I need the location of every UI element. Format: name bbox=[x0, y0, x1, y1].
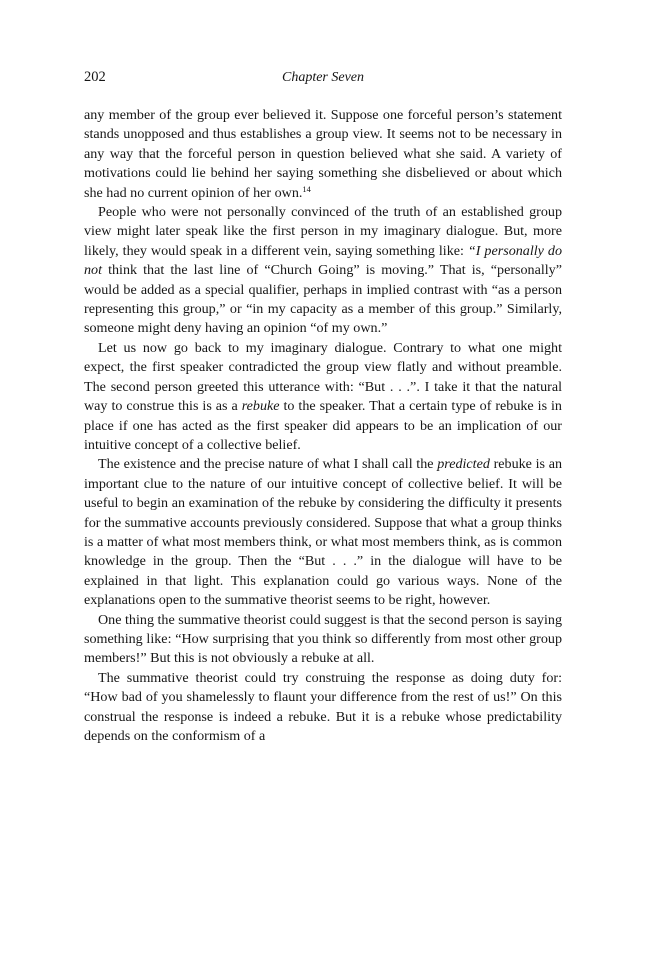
footnote-marker: 14 bbox=[302, 183, 311, 194]
paragraph-2-text-a: People who were not personally convinced of the truth of an established group view might later speak like the first person in my imaginary dialogue. But, more likely, they would speak in a different vein, saying something like: bbox=[84, 204, 562, 259]
paragraph-5: One thing the summative theorist could suggest is that the second person is saying something like: “How surprising that you think so differently from most other group members!” But this is not obviously a rebuke at all. bbox=[84, 611, 562, 667]
paragraph-3 bbox=[84, 339, 562, 455]
paragraph-3-text-a: Let us now go back to my imaginary dialogue. Contrary to what one might expect, the first speaker contradicted the group view flatly and without preamble. The second person greeted this utterance with: “But . . .”. I take it that the natural way to construe this is as a bbox=[84, 339, 562, 415]
paragraph-6: The summative theorist could try construing the response as doing duty for: “How bad of you shamelessly to flaunt your difference from the rest of us!” On this construal the response is indeed a rebuke. But it is a rebuke whose predictability depends on the conformism of a bbox=[84, 669, 562, 744]
paragraph-1-text: any member of the group ever believed it. Suppose one forceful person’s statement stands unopposed and thus establishes a group view. It seems not to be necessary in any way that the forceful person in question believed what she said. A variety of motivations could lie behind her saying something she disbelieved or about which she had no current opinion of her own. bbox=[84, 107, 562, 201]
paragraph-4-text-b: rebuke is an important clue to the nature of our intuitive concept of collective belief. It will be useful to begin an examination of the rebuke by considering the difficulty it presents for the summative accounts previously considered. Suppose that what a group thinks is a matter of what most members think, or what most members think, as is common knowledge in the group. Then the “But . . .” in the dialogue will have to be explained in that light. This explanation could go various ways. None of the explanations open to the summative theorist seems to be right, however. bbox=[84, 456, 562, 609]
paragraph-1 bbox=[84, 106, 562, 203]
page-number: 202 bbox=[84, 69, 106, 85]
paragraph-3-text-b: to the speaker. That a certain type of rebuke is in place if one has acted as the first speaker did appears to be an implication of our intuitive concept of a collective belief. bbox=[84, 398, 562, 453]
paragraph-3-emphasis: rebuke bbox=[241, 398, 280, 415]
paragraph-4-emphasis: predicted bbox=[437, 456, 490, 473]
running-head bbox=[84, 66, 562, 90]
paragraph-2-text-b: think that the last line of “Church Going” is moving.” That is, “personally” would be added as a special qualifier, perhaps in implied contrast with “as a person representing this group,” or “in my capacity as a member of this group.” Similarly, someone might deny having an opinion “of my own.” bbox=[84, 262, 562, 337]
paragraph-4 bbox=[84, 455, 562, 610]
book-page bbox=[84, 66, 562, 746]
paragraph-2 bbox=[84, 203, 562, 339]
chapter-title: Chapter Seven bbox=[281, 70, 365, 85]
paragraph-4-text-a: The existence and the precise nature of what I shall call the bbox=[98, 456, 438, 473]
paragraph-2-emphasis: “I personally do not bbox=[84, 242, 563, 279]
